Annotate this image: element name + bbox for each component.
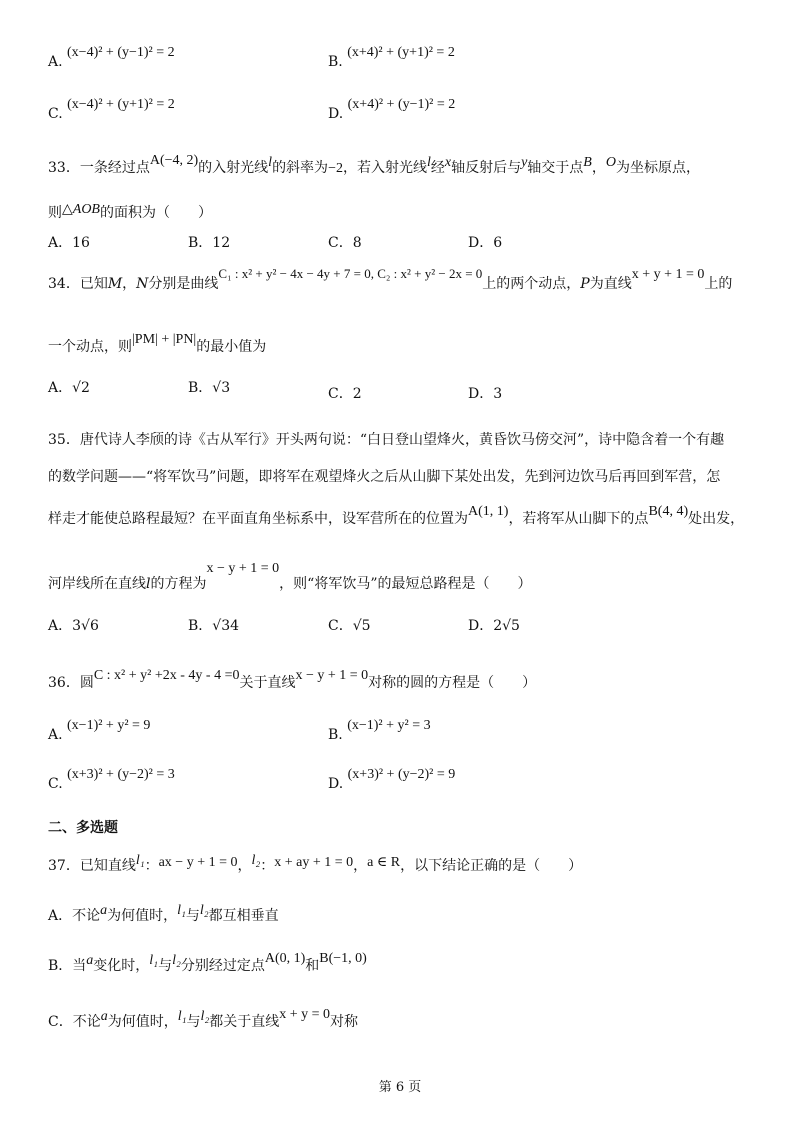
q33-option-c: C．8 [328, 235, 362, 251]
q34-option-d: D．3 [468, 386, 503, 402]
q34-line1: 34．已知M，N分别是曲线C₁ : x² + y² − 4x − 4y + 7 = 0, C₂ : x² + y² − 2x = 0上的两个动点，P为直线x + y + 1 = 0上的 [48, 266, 733, 292]
q33-option-a: A．16 [48, 235, 90, 251]
q36-option-c: C. (x+3)² + (y−2)² = 3 [48, 767, 175, 792]
q36-option-a: A. (x−1)² + y² = 9 [48, 718, 151, 743]
page-number: 第 6 页 [378, 1080, 422, 1095]
q35-line2: 的数学问题——“将军饮马”问题，即将军在观望烽火之后从山脚下某处出发，先到河边饮马后再回到军营，怎 [48, 469, 721, 485]
q34-curves: C₁ : x² + y² − 4x − 4y + 7 = 0, C₂ : x² + y² − 2x = 0 [218, 266, 483, 281]
q35-option-a: A．3√6 [48, 618, 99, 634]
q32-option-a-expr: (x−4)² + (y−1)² = 2 [67, 45, 175, 60]
q32-option-c-expr: (x−4)² + (y+1)² = 2 [67, 97, 175, 112]
q32-option-c: C. (x−4)² + (y+1)² = 2 [48, 97, 175, 122]
section-title-multiple-choice: 二、多选题 [48, 820, 118, 836]
q35-line4: 河岸线所在直线l的方程为x − y + 1 = 0，则“将军饮马”的最短总路程是（ ） [48, 561, 532, 592]
q36-option-b: B. (x−1)² + y² = 3 [328, 718, 431, 743]
q34-option-c: C．2 [328, 386, 362, 402]
q33-line2: 则△AOB的面积为（ ） [48, 202, 212, 221]
q35-option-d: D．2√5 [468, 618, 520, 634]
q33-option-b: B．12 [188, 235, 231, 251]
q37-option-c: C．不论a为何值时，l₁与l₂都关于直线x + y = 0对称 [48, 1007, 359, 1030]
q37-option-a: A．不论a为何值时，l₁与l₂都互相垂直 [48, 903, 279, 924]
q32-option-d-expr: (x+4)² + (y−1)² = 2 [347, 97, 456, 112]
q35-line3: 样走才能使总路程最短？在平面直角坐标系中，设军营所在的位置为A(1, 1)，若将军从山脚下的点B(4, 4)处出发， [48, 504, 745, 527]
q33-option-d: D．6 [468, 235, 503, 251]
q35-option-c: C．√5 [328, 618, 371, 634]
q34-line2: 一个动点，则|PM| + |PN|的最小值为 [48, 332, 267, 355]
q33-line1: 33．一条经过点A(−4, 2)的入射光线l的斜率为−2，若入射光线l经x轴反射后与y轴交于点B，O为坐标原点， [48, 153, 700, 176]
q32-option-d: D. (x+4)² + (y−1)² = 2 [328, 97, 456, 122]
q37-option-b: B．当a变化时，l₁与l₂分别经过定点A(0, 1)和B(−1, 0) [48, 951, 367, 974]
q37-line1: 37．已知直线l₁：ax − y + 1 = 0，l₂：x + ay + 1 = 0，a ∈ R，以下结论正确的是（ ） [48, 853, 583, 874]
q35-line1: 35．唐代诗人李颀的诗《古从军行》开头两句说：“白日登山望烽火，黄昏饮马傍交河”，诗中隐含着一个有趣 [48, 432, 725, 448]
q34-option-b: B．√3 [188, 380, 231, 396]
q32-option-b: B. (x+4)² + (y+1)² = 2 [328, 45, 455, 70]
q35-option-b: B．√34 [188, 618, 240, 634]
q32-option-b-expr: (x+4)² + (y+1)² = 2 [347, 45, 455, 60]
q36-circle: C : x² + y² +2x - 4y - 4 =0 [93, 668, 240, 683]
q36-line1: 36．圆C : x² + y² +2x - 4y - 4 =0关于直线x − y + 1 = 0对称的圆的方程是（ ） [48, 668, 537, 691]
q34-option-a: A．√2 [48, 380, 90, 396]
q32-option-a: A. (x−4)² + (y−1)² = 2 [48, 45, 175, 70]
q36-option-d: D. (x+3)² + (y−2)² = 9 [328, 767, 456, 792]
